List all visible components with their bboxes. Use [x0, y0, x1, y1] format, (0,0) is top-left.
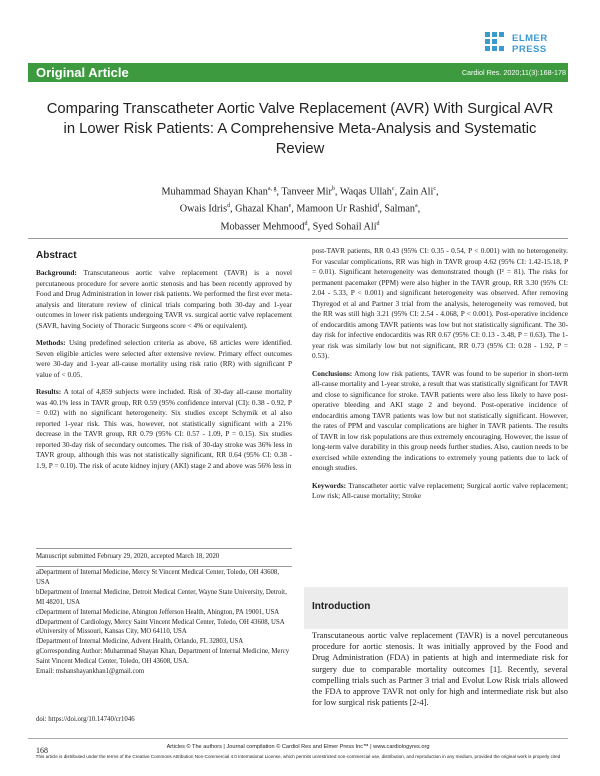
affiliation: dDepartment of Cardiology, Mercy Saint Vincent Medical Center, Toledo, OH 43608, USA	[36, 618, 285, 626]
affiliations	[36, 568, 292, 677]
affiliation: aDepartment of Internal Medicine, Mercy St Vincent Medical Center, Toledo, OH 43608, USA	[36, 569, 280, 586]
submission-dates: Manuscript submitted February 29, 2020, accepted March 18, 2020	[36, 553, 220, 560]
author-line: Owais Idris$^d$, Ghazal Khan$^e$, Mamoon Ur Rashid$^f$, Salman$^a$,	[179, 203, 421, 215]
affiliation: gCorresponding Author: Muhammad Shayan Khan, Department of Internal Medicine, Mercy Saint Vincent Medical Center, Toledo, OH 43608, USA.	[36, 648, 290, 666]
abstract-heading: Abstract	[36, 250, 77, 261]
footer-divider	[28, 738, 568, 739]
abstract-methods: Methods: Using predefined selection criteria as above, 68 articles were identified. Seven eligible articles were selected after extensive review. Primary effect outcomes were 30-day and 1-year all-cause mortality using risk ratio (RR) with significant P value of < 0.05.	[36, 338, 293, 379]
affiliation: fDepartment of Internal Medicine, Advent Health, Orlando, FL 32803, USA	[36, 638, 244, 646]
introduction-heading: Introduction	[312, 601, 371, 612]
journal-citation: Cardiol Res. 2020;11(3):168-178	[461, 68, 566, 77]
divider	[36, 548, 292, 549]
doi-link[interactable]: doi: https://doi.org/10.14740/cr1046	[36, 716, 135, 723]
abstract-results: Results: A total of 4,859 subjects were included. Risk of 30-day all-cause mortality was 40.1% less in TAVR group, RR 0.59 (95% confidence interval (CI): 0.38 - 0.92, P = 0.02) with no significant heterogeneity. Six studies except Schymik et al also reported 1-year risk. This was, however, not statistically significant with a 21% decrease in the TAVR group, RR 0.79 (95% CI: 0.57 - 1.09, P = 0.15). Six studies reported 30-day risk of secondary outcomes. The risk of 30-day stroke was 36% less in TAVR group, although this was not statistically significant, RR 0.64 (95% CI: 0.38 - 1.9, P = 0.10). The risk of acute kidney injury (AKI) stage 2 and above was 56% less in	[36, 387, 292, 470]
affiliation: bDepartment of Internal Medicine, Detroit Medical Center, Wayne State University, Detroit, MI 48201, USA	[36, 588, 287, 606]
author-line: Muhammad Shayan Khan$^{a, g}$, Tanveer Mir$^b$, Waqas Ullah$^c$, Zain Ali$^c$,	[161, 186, 439, 198]
abstract-results-continued: post-TAVR patients, RR 0.43 (95% CI: 0.35 - 0.54, P < 0.001) with no heterogeneity. For vascular complications, RR was high in TAVR group 4.62 (95% CI: 1.42-15.18, P = 0.01). Significant heterogeneity was demonstrated though (I² = 81). The risks for permanent pacemaker (PPM) were also higher in the TAVR group, RR 3.30 (95% CI: 2.04 - 5.33, P < 0.001) and significant heterogeneity was observed. After removing Thyregod et al and Partner 3 trial from the analysis, heterogeneity was removed, but the RR was still high 3.21 (95% CI: 2.54 - 4.068, P < 0.001). Post-operative incidence of endocarditis among TAVR patients was low but not statistically significant. The 30-day risk for infective endocarditis was RR 0.67 (95% CI: 0.13 - 3.48, P = 0.63). The 1-year risk was similarly low but not significant, RR 0.73 (95% CI: 0.28 - 1.92, P = 0.53).	[312, 246, 568, 360]
author-list	[90, 182, 510, 234]
affiliation: eUniversity of Missouri, Kansas City, MO 64110, USA	[36, 628, 187, 636]
divider	[28, 238, 568, 239]
footer-copyright: Articles © The authors | Journal compilation © Cardiol Res and Elmer Press Inc™ | www.cardiologyres.org	[166, 744, 430, 750]
page-number: 168	[36, 746, 48, 755]
footer-license: This article is distributed under the terms of the Creative Commons Attribution Non-Commercial 4.0 International License, which permits unrestricted non-commercial use, distribution, and reproduction in any medium, provided the original work is properly cited	[35, 754, 561, 759]
article-type-label: Original Article	[36, 65, 129, 80]
abstract-conclusions: Conclusions: Among low risk patients, TAVR was found to be superior in short-term all-cause mortality and 1-year stroke, a result that was statistically significant for TAVR and close to significance for stroke. TAVR patients were also less likely to have post-operative bleeding and AKI stage 2 and beyond. Post-operative incidence of endocarditis among TAVR patients was low but not statistically significant. However, the rates of PPM and vascular complications are higher in TAVR patients. The results of TAVR in low risk populations are thus extremely encouraging. However, the issue of long-term valve durability in this group needs further studies. Also, caution needs to be exercised while extending the indications to extremely young patients due to lack of enough studies.	[312, 368, 568, 472]
introduction-text: Transcutaneous aortic valve replacement (TAVR) is a novel percutaneous procedure for aortic stenosis. It was initially approved by the Food and Drug Administration (FDA) in patients at high and intermediate risk for surgery due to comparable mortality outcomes [1]. Recently, several compelling trials such as Partner 3 trial and Evolut Low Risk trials allowed the FDA to approve TAVR not only for high and intermediate risk but also for low surgical risk patients [2-4].	[312, 631, 568, 708]
abstract-background: Background: Transcutaneous aortic valve replacement (TAVR) is a novel percutaneous procedure for severe aortic stenosis and has been recently approved by Food and Drug Administration in lower risk patients. We performed the first ever meta-analysis and literature review of clinical trials comparing both 30-day and 1-year outcomes in lower risk patients undergoing TAVR vs. surgical aortic valve replacement (SAVR, having Society of Thoracic Surgeons score < 4% or equivalent).	[36, 268, 292, 330]
divider	[36, 566, 292, 567]
abstract-left-column	[36, 268, 292, 478]
logo-wordmark: ELMER PRESS	[512, 33, 548, 55]
paper-title: Comparing Transcatheter Aortic Valve Replacement (AVR) With Surgical AVR in Lower Risk Patients: A Comprehensive Meta-Analysis and Systematic Review	[46, 101, 554, 157]
affiliation: cDepartment of Internal Medicine, Abington Jefferson Health, Abington, PA 19001, USA	[36, 608, 280, 616]
author-line: Mobasser Mehmood$^d$, Syed Sohail Ali$^d$	[220, 220, 380, 233]
abstract-keywords: Keywords: Transcatheter aortic valve replacement; Surgical aortic valve replacement; Low risk; All-cause mortality; Stroke	[312, 480, 568, 500]
email[interactable]: Email: mshanshayankhan1@gmail.com	[36, 668, 145, 676]
abstract-right-column	[312, 246, 568, 509]
